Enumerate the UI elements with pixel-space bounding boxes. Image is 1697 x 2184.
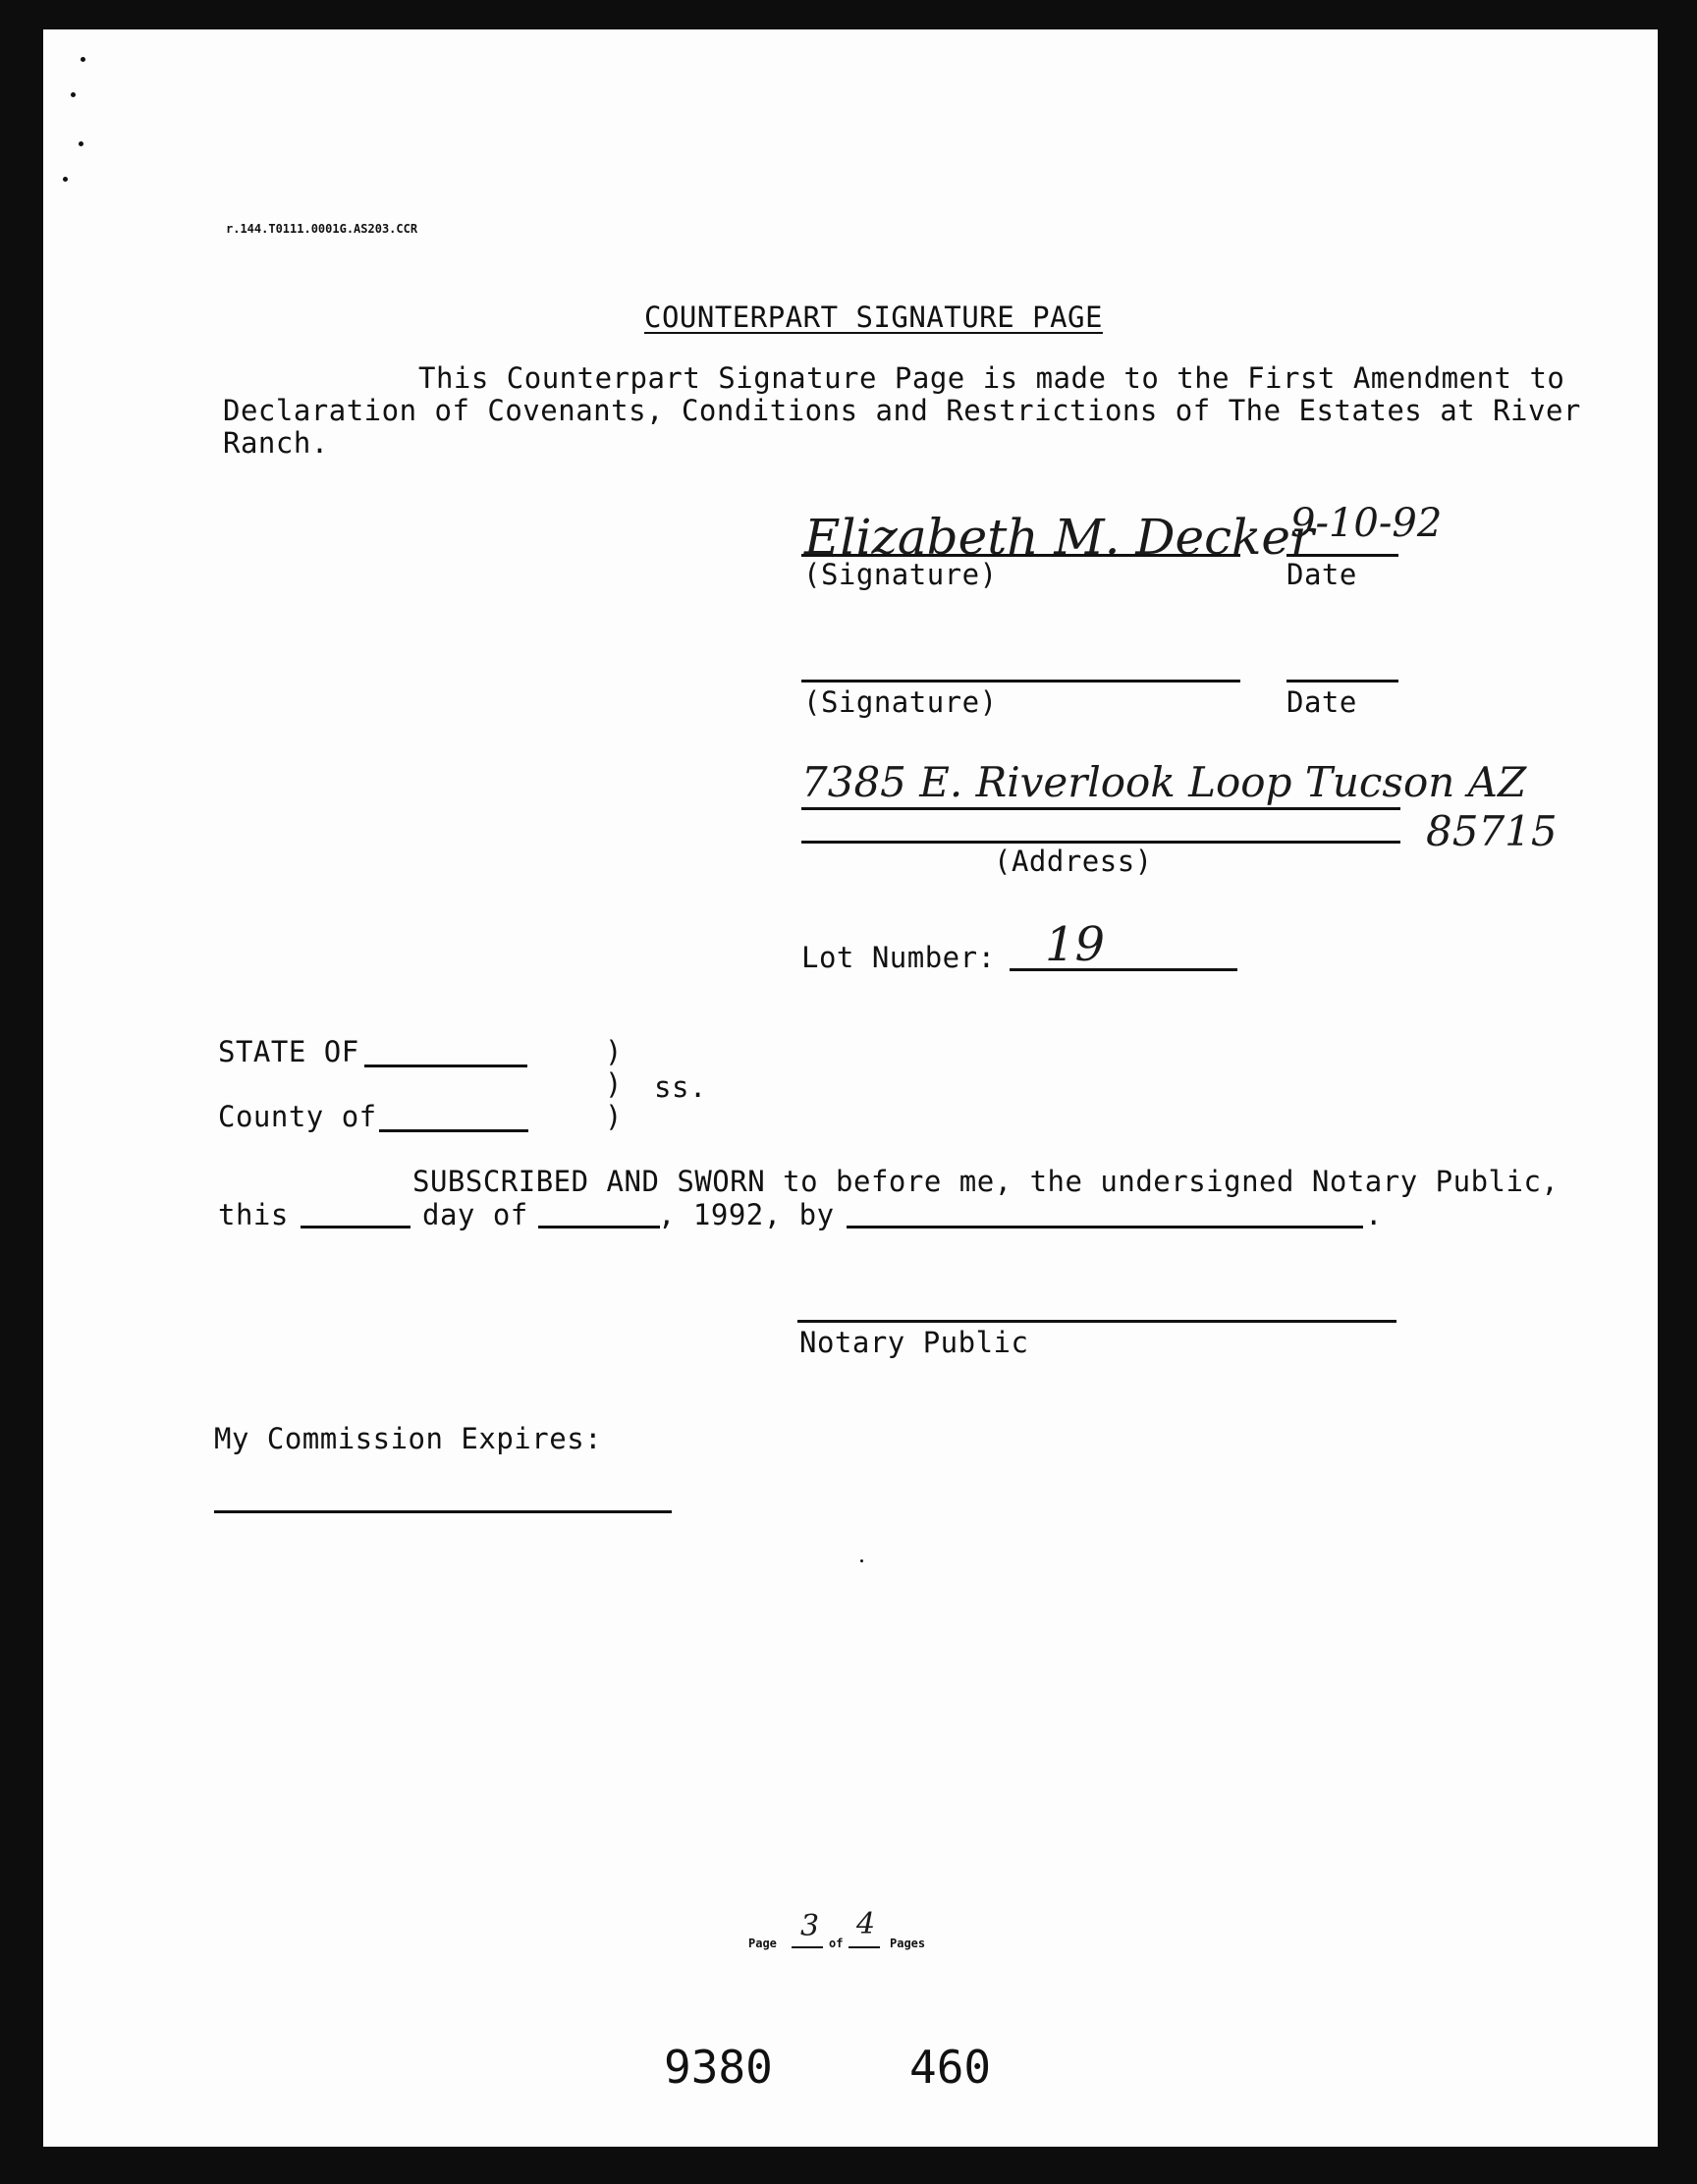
county-line [379,1129,528,1132]
jurat-year-by: , 1992, by [658,1198,835,1231]
signature-1-line [801,554,1240,557]
zip-handwriting: 85715 [1426,807,1558,855]
commission-expires-label: My Commission Expires: [214,1422,603,1455]
address-handwriting: 7385 E. Riverlook Loop Tucson AZ [801,758,1527,806]
page-total-line [848,1946,880,1948]
scan-speck [79,141,83,146]
signature-2-label: (Signature) [803,685,998,719]
state-of-label: STATE OF [218,1035,359,1068]
venue-paren-2: ) [605,1067,623,1101]
venue-paren-3: ) [605,1100,623,1133]
lot-number-value: 19 [1045,917,1106,972]
file-code: r.144.T0111.0001G.AS203.CCR [226,222,418,236]
jurat-day-line [301,1226,411,1228]
address-line-1 [801,807,1400,810]
intro-line-3: Ranch. [223,426,329,460]
date-2-line [1286,680,1398,682]
jurat-this: this [218,1198,289,1231]
address-line-2 [801,841,1400,844]
date-1-line [1286,554,1398,557]
jurat-name-line [847,1226,1363,1228]
footer-number-left: 9380 [664,2041,773,2094]
page-number-line [792,1946,823,1948]
date-1-label: Date [1286,558,1357,591]
document-page [43,29,1658,2147]
venue-paren-1: ) [605,1035,623,1068]
jurat-period: . [1365,1198,1383,1231]
lot-number-label: Lot Number: [801,941,996,974]
notary-public-label: Notary Public [799,1326,1029,1359]
lot-number-line [1010,968,1237,971]
jurat-day-of: day of [422,1198,528,1231]
page-title: COUNTERPART SIGNATURE PAGE [644,300,1103,334]
page-total: 4 [856,1907,876,1941]
footer-number-right: 460 [909,2041,992,2094]
of-word: of [829,1937,844,1950]
intro-line-1: This Counterpart Signature Page is made to the First Amendment to [418,361,1565,395]
jurat-month-line [538,1226,660,1228]
scan-speck [860,1559,863,1562]
date-2-label: Date [1286,685,1357,719]
signature-1-handwriting: Elizabeth M. Decker [804,509,1314,566]
date-1-handwriting: 9-10-92 [1290,501,1443,546]
commission-expires-line [214,1510,672,1513]
signature-2-line [801,680,1240,682]
ss-label: ss. [654,1070,707,1104]
page-number: 3 [800,1909,820,1943]
intro-line-2: Declaration of Covenants, Conditions and Restrictions of The Estates at River [223,394,1581,427]
jurat-line-1: SUBSCRIBED AND SWORN to before me, the undersigned Notary Public, [412,1165,1560,1198]
county-of-label: County of [218,1100,377,1133]
notary-signature-line [797,1320,1396,1323]
address-label: (Address) [994,845,1153,878]
scan-speck [81,57,85,62]
page-word: Page [748,1937,777,1950]
scan-speck [63,177,68,182]
scan-speck [71,92,76,97]
signature-1-label: (Signature) [803,558,998,591]
pages-word: Pages [890,1937,926,1950]
state-line [364,1065,527,1067]
